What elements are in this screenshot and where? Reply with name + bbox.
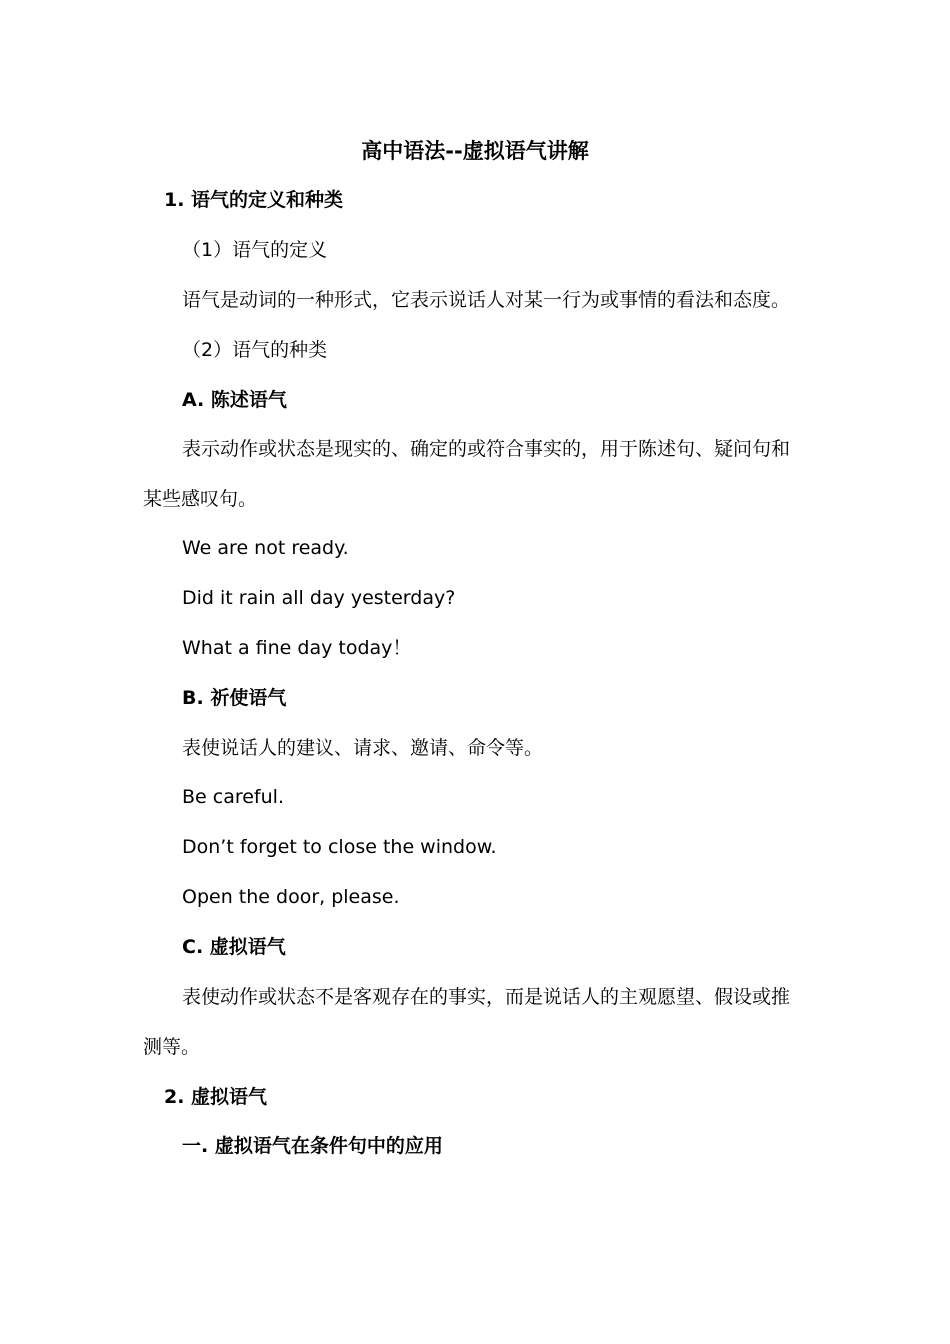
type-c-description-line-2: 测等。	[143, 1036, 201, 1058]
subsection-types-label: （2）语气的种类	[182, 339, 328, 361]
type-b-description: 表使说话人的建议、请求、邀请、命令等。	[182, 737, 544, 759]
section-2-heading: 2. 虚拟语气	[164, 1086, 268, 1108]
type-a-example: What a fine day today！	[182, 637, 412, 659]
type-a-description-line-2: 某些感叹句。	[143, 488, 258, 510]
type-a-example: We are not ready.	[182, 537, 349, 559]
type-a-heading: A. 陈述语气	[182, 389, 287, 411]
type-c-description-line-1: 表使动作或状态不是客观存在的事实，而是说话人的主观愿望、假设或推	[182, 986, 791, 1008]
section-1-heading: 1. 语气的定义和种类	[164, 189, 344, 211]
type-a-example: Did it rain all day yesterday?	[182, 587, 456, 609]
type-b-heading: B. 祈使语气	[182, 687, 287, 709]
type-a-description-line-1: 表示动作或状态是现实的、确定的或符合事实的，用于陈述句、疑问句和	[182, 438, 791, 460]
type-b-example: Be careful.	[182, 786, 284, 808]
section-2-subheading: 一. 虚拟语气在条件句中的应用	[182, 1135, 443, 1157]
definition-paragraph: 语气是动词的一种形式，它表示说话人对某一行为或事情的看法和态度。	[182, 289, 791, 311]
subsection-definition-label: （1）语气的定义	[182, 239, 328, 261]
document-title: 高中语法--虚拟语气讲解	[361, 139, 589, 163]
type-c-heading: C. 虚拟语气	[182, 936, 286, 958]
type-b-example: Open the door, please.	[182, 886, 400, 908]
type-b-example: Don’t forget to close the window.	[182, 836, 497, 858]
